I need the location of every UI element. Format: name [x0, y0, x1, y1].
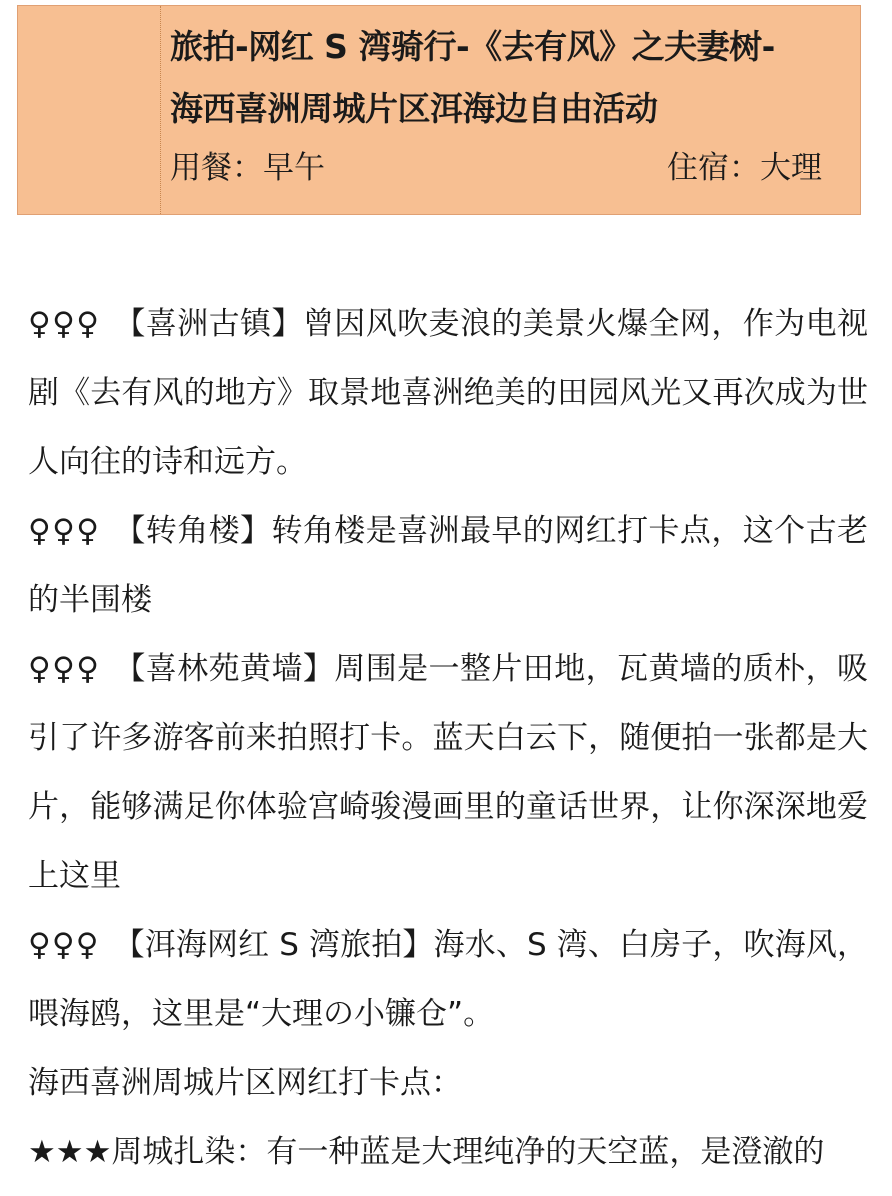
paragraph-corner-building	[28, 497, 868, 635]
itinerary-title-line-2: 海西喜洲周城片区洱海边自由活动	[170, 89, 658, 128]
paragraph-text: 【洱海网红 S 湾旅拍】海水、S 湾、白房子，吹海风，喂海鸥，这里是“大理の小镰仓”。	[28, 927, 868, 1032]
paragraph-s-bay	[28, 911, 868, 1049]
paragraph-text: 海西喜洲周城片区网红打卡点：	[28, 1065, 462, 1101]
itinerary-body	[28, 290, 868, 1187]
paragraph-text: 周城扎染：有一种蓝是大理纯净的天空蓝，是澄澈的	[111, 1134, 825, 1170]
paragraph-text: 【喜洲古镇】曾因风吹麦浪的美景火爆全网，作为电视剧《去有风的地方》取景地喜洲绝美的田园风光又再次成为世人向往的诗和远方。	[28, 306, 868, 480]
paragraph-text: 【转角楼】转角楼是喜洲最早的网红打卡点，这个古老的半围楼	[28, 513, 868, 618]
paragraph-xizhou-old-town	[28, 290, 868, 497]
paragraph-text: 【喜林苑黄墙】周围是一整片田地，瓦黄墙的质朴，吸引了许多游客前来拍照打卡。蓝天白云下，随便拍一张都是大片，能够满足你体验宫崎骏漫画里的童话世界，让你深深地爱上这里	[28, 651, 868, 894]
star-symbols-icon: ★★★	[28, 1134, 112, 1170]
header-content	[170, 16, 850, 194]
day-header	[17, 5, 861, 215]
itinerary-title-line-1: 旅拍-网红 S 湾骑行-《去有风》之夫妻树-	[170, 27, 775, 66]
meals-info: 用餐：早午	[170, 150, 325, 186]
paragraph-yellow-wall	[28, 635, 868, 911]
female-symbols-icon: ♀♀♀	[28, 513, 101, 549]
paragraph-checkin-spots-heading	[28, 1049, 868, 1118]
paragraph-zhoucheng-tie-dye	[28, 1118, 868, 1187]
female-symbols-icon: ♀♀♀	[28, 651, 101, 687]
header-meta	[170, 142, 850, 194]
female-symbols-icon: ♀♀♀	[28, 306, 101, 342]
header-divider	[160, 6, 161, 214]
lodging-info: 住宿：大理	[667, 150, 822, 186]
female-symbols-icon: ♀♀♀	[28, 927, 100, 963]
